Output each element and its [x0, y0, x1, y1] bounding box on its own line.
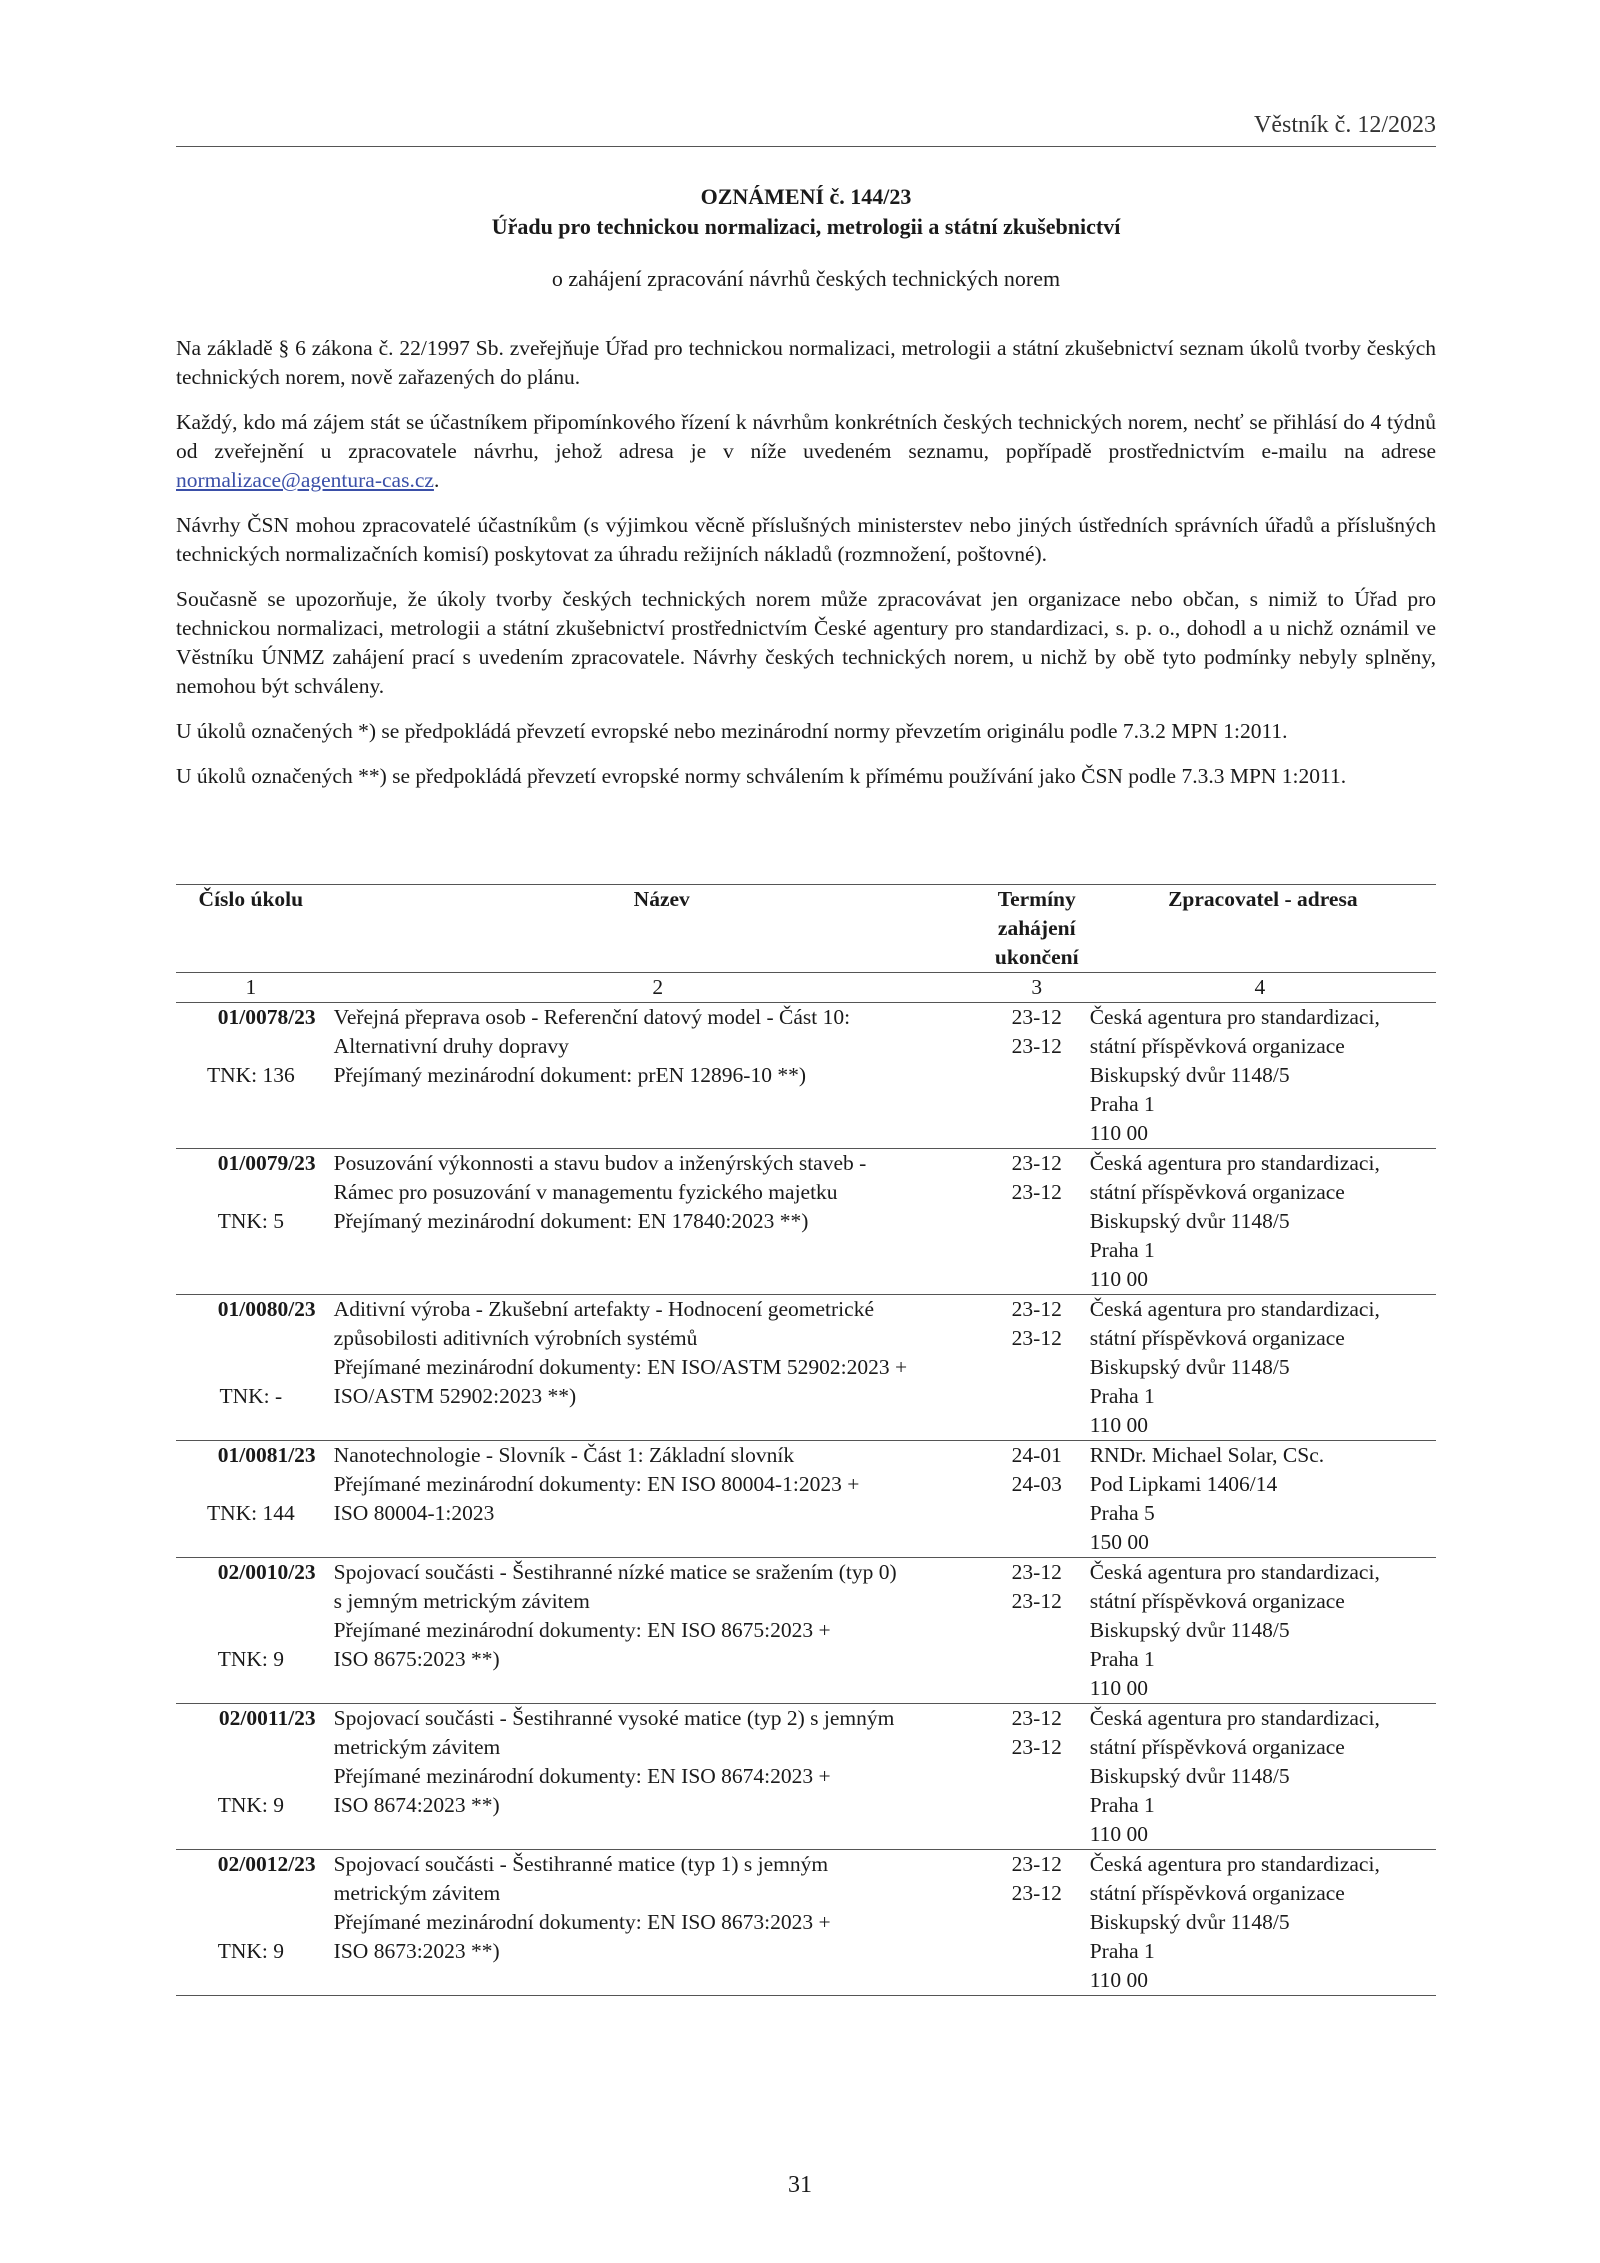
- task-dates-cell: [990, 1850, 1084, 1996]
- task-name-line: Spojovací součásti - Šestihranné matice (typ 1) s jemným: [333, 1852, 829, 1876]
- address-line: 110 00: [1089, 1968, 1149, 1992]
- start-date: 23-12: [1011, 1852, 1062, 1876]
- task-name-line: způsobilosti aditivních výrobních systémů: [333, 1326, 698, 1350]
- table-row: [176, 1850, 1436, 1996]
- tnk-label: TNK: 136: [206, 1063, 295, 1087]
- task-number-cell: [176, 1149, 326, 1295]
- task-dates-cell: [990, 1704, 1084, 1850]
- address-line: státní příspěvková organizace: [1089, 1180, 1345, 1204]
- task-name-line: s jemným metrickým závitem: [333, 1589, 590, 1613]
- task-name-cell: [326, 1295, 990, 1441]
- header-processor-address: Zpracovatel - adresa: [1084, 885, 1436, 973]
- issuing-office: Úřadu pro technickou normalizaci, metrologii a státní zkušebnictví: [491, 214, 1121, 239]
- task-number-cell: [176, 1295, 326, 1441]
- task-name-line: Přejímaný mezinárodní dokument: prEN 12896-10 **): [333, 1063, 806, 1087]
- header-dates: Termíny zahájení ukončení: [990, 885, 1084, 973]
- column-number: 1: [176, 973, 326, 1003]
- address-line: Praha 1: [1089, 1647, 1155, 1671]
- address-line: Biskupský dvůr 1148/5: [1089, 1910, 1290, 1934]
- start-date: 24-01: [1011, 1443, 1062, 1467]
- end-date: 23-12: [1011, 1735, 1062, 1759]
- tnk-label: TNK: 9: [217, 1939, 284, 1963]
- task-name-line: Spojovací součásti - Šestihranné vysoké matice (typ 2) s jemným: [333, 1706, 895, 1730]
- address-line: Česká agentura pro standardizaci,: [1089, 1297, 1380, 1321]
- address-line: Praha 1: [1089, 1384, 1155, 1408]
- end-date: 24-03: [1011, 1472, 1062, 1496]
- task-name-line: Rámec pro posuzování v managementu fyzického majetku: [333, 1180, 838, 1204]
- address-line: 150 00: [1089, 1530, 1149, 1554]
- task-name-line: Spojovací součásti - Šestihranné nízké matice se sražením (typ 0): [333, 1560, 897, 1584]
- start-date: 23-12: [1011, 1706, 1062, 1730]
- page-number: 31: [788, 2172, 812, 2198]
- email-link[interactable]: normalizace@agentura-cas.cz: [176, 468, 434, 492]
- address-line: státní příspěvková organizace: [1089, 1034, 1345, 1058]
- address-line: RNDr. Michael Solar, CSc.: [1089, 1443, 1325, 1467]
- tasks-table: [176, 884, 1436, 1996]
- task-rows: [176, 1003, 1436, 1996]
- task-name-line: ISO 80004-1:2023: [333, 1501, 495, 1525]
- tnk-label: TNK: 9: [217, 1647, 284, 1671]
- task-name-line: Přejímané mezinárodní dokumenty: EN ISO 8674:2023 +: [333, 1764, 831, 1788]
- address-line: státní příspěvková organizace: [1089, 1881, 1345, 1905]
- end-date: 23-12: [1011, 1326, 1062, 1350]
- address-line: Biskupský dvůr 1148/5: [1089, 1618, 1290, 1642]
- table-header-row: [176, 885, 1436, 973]
- task-number-cell: [176, 1441, 326, 1558]
- end-date: 23-12: [1011, 1589, 1062, 1613]
- task-name-line: Přejímané mezinárodní dokumenty: EN ISO/ASTM 52902:2023 +: [333, 1355, 908, 1379]
- paragraph-legal-basis: Na základě § 6 zákona č. 22/1997 Sb. zveřejňuje Úřad pro technickou normalizaci, metrologii a státní zkušebnictví seznam úkolů tvorby českých technických norem, nově zařazených do plánu.: [176, 336, 1436, 389]
- task-code: 01/0078/23: [217, 1005, 316, 1029]
- task-name-line: Přejímané mezinárodní dokumenty: EN ISO 80004-1:2023 +: [333, 1472, 860, 1496]
- start-date: 23-12: [1011, 1560, 1062, 1584]
- task-name-line: Přejímaný mezinárodní dokument: EN 17840:2023 **): [333, 1209, 809, 1233]
- announcement-subject: o zahájení zpracování návrhů českých technických norem: [551, 266, 1061, 291]
- task-name-line: Přejímané mezinárodní dokumenty: EN ISO 8675:2023 +: [333, 1618, 831, 1642]
- address-line: Praha 1: [1089, 1793, 1155, 1817]
- address-line: Praha 5: [1089, 1501, 1155, 1525]
- address-line: Česká agentura pro standardizaci,: [1089, 1852, 1380, 1876]
- end-date: 23-12: [1011, 1180, 1062, 1204]
- address-line: Biskupský dvůr 1148/5: [1089, 1764, 1290, 1788]
- processor-address-cell: [1084, 1704, 1436, 1850]
- address-line: státní příspěvková organizace: [1089, 1589, 1345, 1613]
- column-number: 3: [990, 973, 1084, 1003]
- announcement-title: OZNÁMENÍ č. 144/23: [700, 184, 912, 209]
- start-date: 23-12: [1011, 1005, 1062, 1029]
- task-dates-cell: [990, 1441, 1084, 1558]
- processor-address-cell: [1084, 1441, 1436, 1558]
- column-number: 2: [326, 973, 990, 1003]
- task-dates-cell: [990, 1149, 1084, 1295]
- task-name-line: Alternativní druhy dopravy: [333, 1034, 569, 1058]
- address-line: 110 00: [1089, 1413, 1149, 1437]
- task-code: 02/0012/23: [217, 1852, 316, 1876]
- task-name-line: ISO 8673:2023 **): [333, 1939, 500, 1963]
- processor-address-cell: [1084, 1003, 1436, 1149]
- address-line: Biskupský dvůr 1148/5: [1089, 1063, 1290, 1087]
- address-line: Praha 1: [1089, 1092, 1155, 1116]
- paragraph-participation-text: Každý, kdo má zájem stát se účastníkem připomínkového řízení k návrhům konkrétních českých technických norem, nechť se přihlásí do 4 týdnů od zveřejnění u zpracovatele návrhu, jehož adresa je v níže uvedeném seznamu, popřípadě prostřednictvím e-mailu na adrese: [176, 410, 1436, 463]
- table-row: [176, 1003, 1436, 1149]
- task-code: 02/0011/23: [218, 1706, 316, 1730]
- paragraph-note-single-star: U úkolů označených *) se předpokládá převzetí evropské nebo mezinárodní normy převzetím originálu podle 7.3.2 MPN 1:2011.: [176, 719, 1288, 743]
- start-date: 23-12: [1011, 1151, 1062, 1175]
- address-line: 110 00: [1089, 1121, 1149, 1145]
- table-row: [176, 1441, 1436, 1558]
- task-name-line: Přejímané mezinárodní dokumenty: EN ISO 8673:2023 +: [333, 1910, 831, 1934]
- column-number-row: [176, 973, 1436, 1003]
- column-number: 4: [1084, 973, 1436, 1003]
- body-text: [176, 334, 1436, 807]
- tnk-label: TNK: -: [219, 1384, 283, 1408]
- address-line: Biskupský dvůr 1148/5: [1089, 1209, 1290, 1233]
- address-line: 110 00: [1089, 1267, 1149, 1291]
- processor-address-cell: [1084, 1558, 1436, 1704]
- processor-address-cell: [1084, 1149, 1436, 1295]
- address-line: 110 00: [1089, 1822, 1149, 1846]
- task-number-cell: [176, 1850, 326, 1996]
- task-dates-cell: [990, 1558, 1084, 1704]
- task-code: 01/0080/23: [217, 1297, 316, 1321]
- processor-address-cell: [1084, 1295, 1436, 1441]
- page-header: [176, 108, 1436, 147]
- address-line: státní příspěvková organizace: [1089, 1735, 1345, 1759]
- header-name: Název: [326, 885, 990, 973]
- address-line: 110 00: [1089, 1676, 1149, 1700]
- table-row: [176, 1295, 1436, 1441]
- task-dates-cell: [990, 1295, 1084, 1441]
- task-number-cell: [176, 1558, 326, 1704]
- task-name-line: Nanotechnologie - Slovník - Část 1: Základní slovník: [333, 1443, 795, 1467]
- address-line: Praha 1: [1089, 1939, 1155, 1963]
- table-row: [176, 1558, 1436, 1704]
- task-name-cell: [326, 1558, 990, 1704]
- task-code: 01/0079/23: [217, 1151, 316, 1175]
- header-task-number: Číslo úkolu: [176, 885, 326, 973]
- end-date: 23-12: [1011, 1881, 1062, 1905]
- address-line: Pod Lipkami 1406/14: [1089, 1472, 1278, 1496]
- task-number-cell: [176, 1003, 326, 1149]
- task-dates-cell: [990, 1003, 1084, 1149]
- announcement-title-block: [176, 182, 1436, 294]
- address-line: státní příspěvková organizace: [1089, 1326, 1345, 1350]
- processor-address-cell: [1084, 1850, 1436, 1996]
- task-name-line: ISO 8674:2023 **): [333, 1793, 500, 1817]
- task-code: 02/0010/23: [217, 1560, 316, 1584]
- task-code: 01/0081/23: [217, 1443, 316, 1467]
- task-name-line: Veřejná přeprava osob - Referenční datový model - Část 10:: [333, 1005, 851, 1029]
- paragraph-participation-end: .: [433, 468, 440, 492]
- task-name-line: ISO 8675:2023 **): [333, 1647, 500, 1671]
- task-name-line: Aditivní výroba - Zkušební artefakty - Hodnocení geometrické: [333, 1297, 874, 1321]
- task-name-cell: [326, 1704, 990, 1850]
- address-line: Praha 1: [1089, 1238, 1155, 1262]
- paragraph-fees: Návrhy ČSN mohou zpracovatelé účastníkům (s výjimkou věcně příslušných ministerstev nebo jiných ústředních správních úřadů a příslušných technických normalizačních komisí) poskytovat za úhradu režijních nákladů (rozmnožení, poštovné).: [176, 513, 1436, 566]
- task-name-cell: [326, 1850, 990, 1996]
- address-line: Česká agentura pro standardizaci,: [1089, 1151, 1380, 1175]
- table-row: [176, 1149, 1436, 1295]
- task-number-cell: [176, 1704, 326, 1850]
- tnk-label: TNK: 144: [206, 1501, 295, 1525]
- task-name-line: ISO/ASTM 52902:2023 **): [333, 1384, 577, 1408]
- address-line: Česká agentura pro standardizaci,: [1089, 1005, 1380, 1029]
- table-row: [176, 1704, 1436, 1850]
- end-date: 23-12: [1011, 1034, 1062, 1058]
- address-line: Biskupský dvůr 1148/5: [1089, 1355, 1290, 1379]
- task-name-line: metrickým závitem: [333, 1881, 501, 1905]
- task-name-line: Posuzování výkonnosti a stavu budov a inženýrských staveb -: [333, 1151, 867, 1175]
- paragraph-note-double-star: U úkolů označených **) se předpokládá převzetí evropské normy schválením k přímému používání jako ČSN podle 7.3.3 MPN 1:2011.: [176, 764, 1347, 788]
- task-name-line: metrickým závitem: [333, 1735, 501, 1759]
- task-name-cell: [326, 1441, 990, 1558]
- start-date: 23-12: [1011, 1297, 1062, 1321]
- paragraph-notice: Současně se upozorňuje, že úkoly tvorby českých technických norem může zpracovávat jen organizace nebo občan, s nimiž to Úřad pro technickou normalizaci, metrologii a státní zkušebnictví prostřednictvím České agentury pro standardizaci, s. p. o., dohodl a u nichž oznámil ve Věstníku ÚNMZ zahájení prací s uvedením zpracovatele. Návrhy českých technických norem, u nichž by obě tyto podmínky nebyly splněny, nemohou být schváleny.: [176, 587, 1436, 698]
- address-line: Česká agentura pro standardizaci,: [1089, 1560, 1380, 1584]
- task-name-cell: [326, 1149, 990, 1295]
- task-name-cell: [326, 1003, 990, 1149]
- tnk-label: TNK: 9: [217, 1793, 284, 1817]
- address-line: Česká agentura pro standardizaci,: [1089, 1706, 1380, 1730]
- tnk-label: TNK: 5: [217, 1209, 284, 1233]
- journal-issue: Věstník č. 12/2023: [1254, 112, 1436, 138]
- paragraph-participation: [176, 408, 1436, 495]
